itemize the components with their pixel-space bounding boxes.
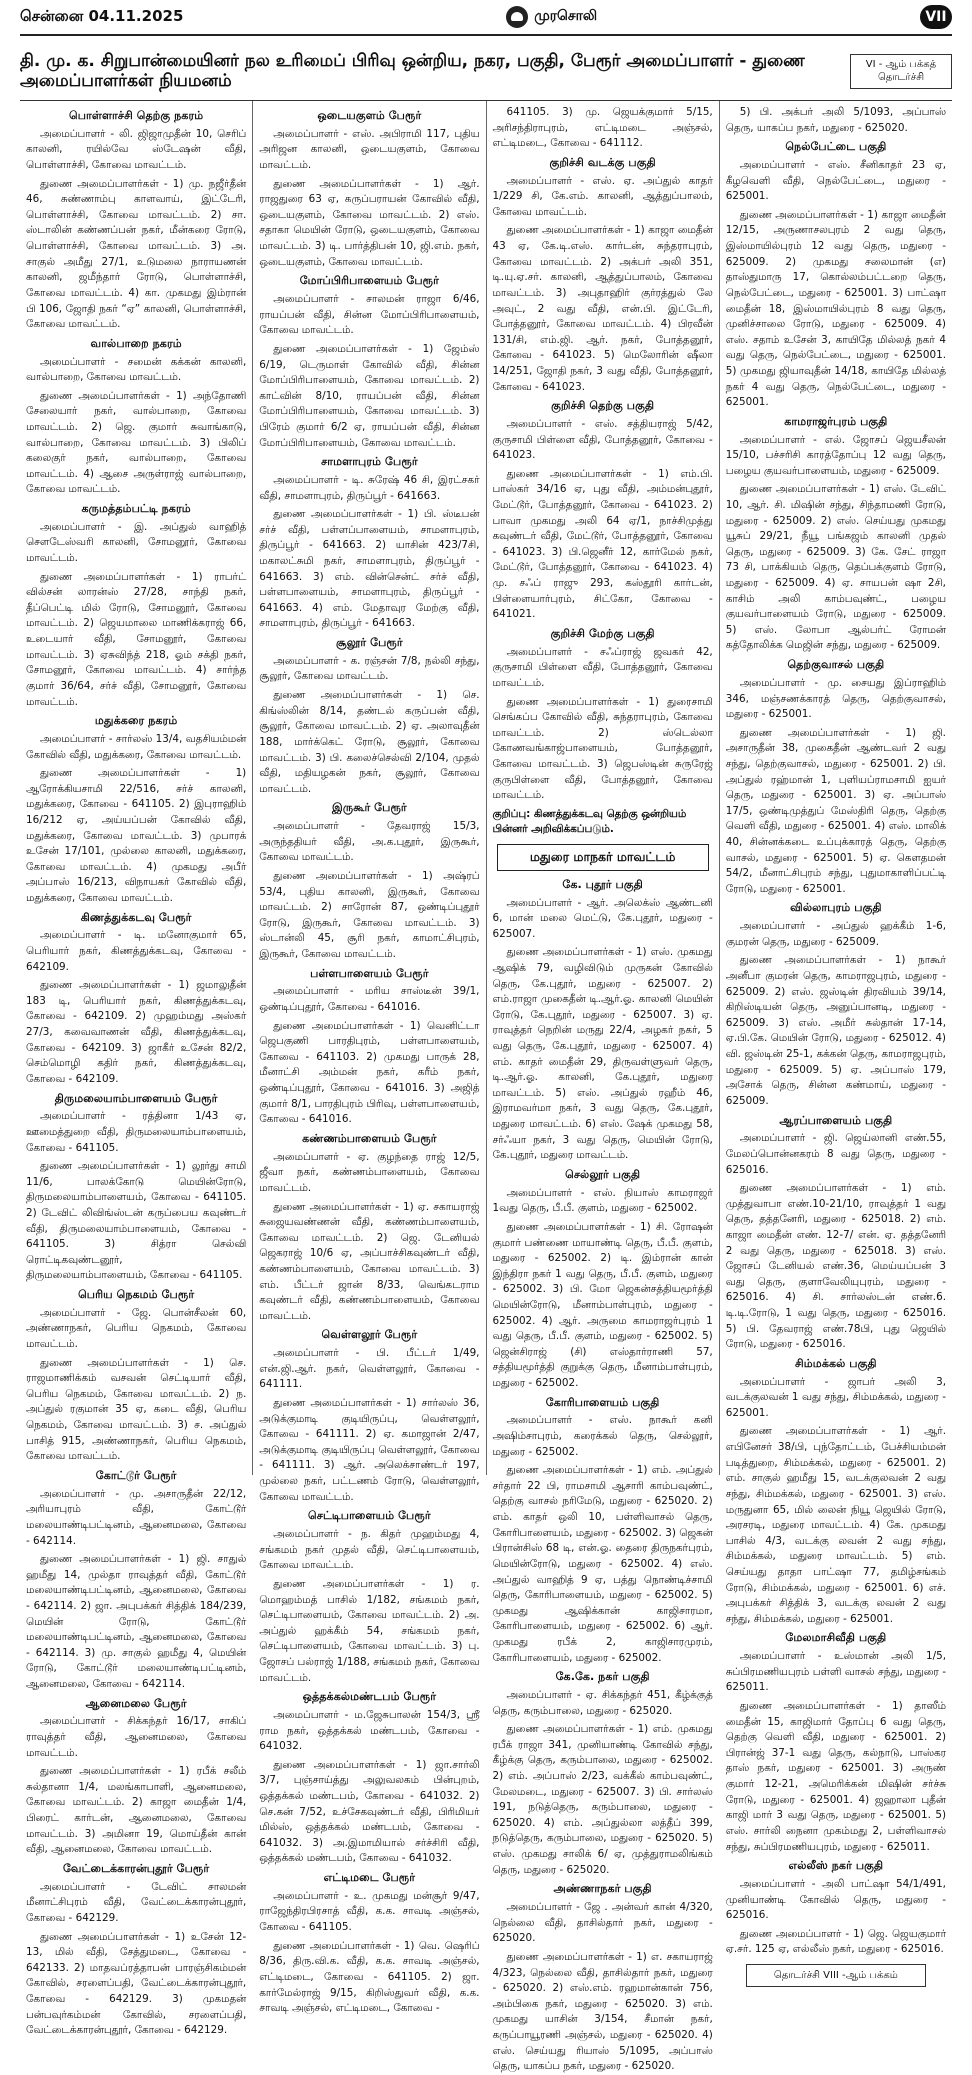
organiser-entry: அமைப்பாளர் - ந. கிதர் முஹம்மது 4, சங்கமம் நகர் முதல் வீதி, செட்டிபாளையம், கோவை மாவட்டம்.	[259, 1528, 480, 1572]
appointment-section	[259, 1327, 479, 1505]
appointment-section	[726, 1356, 946, 1628]
section-title: மதுக்கரை நகரம்	[94, 714, 178, 728]
page-number: VII	[920, 5, 952, 29]
section-title: செல்லூர் பகுதி	[565, 1167, 641, 1181]
deputy-organisers-entry: துணை அமைப்பாளர்கள் - 1) அஷ்ரப் 53/4, புதிய காலனி, இருகூர், கோவை மாவட்டம். 2) சாரோன் 87, ஒண்டிப்புதூர் ரோடு, இருகூர், கோவை மாவட்டம். 3) ஸ்டான்லி 45, சூரி நகர், காமாட்சிபுரம், இருகூர், கோவை மாவட்டம்.	[259, 869, 480, 961]
deputy-organisers-entry: துணை அமைப்பாளர்கள் - 1) ஜி. அசாருதீன் 38, முகைதீன் ஆண்டவர் 2 வது சந்து, தெற்குவாசல், மதுரை - 625001. 2) பி. அப்துல் ரஹ்மான் 1, புளியப்ராமசாமி ஐயர் தெரு, மதுரை - 625001. 3) ஏ. அப்பாஸ் 17/5, ஒண்டிமுத்துப் மேஸ்திரி தெரு, தெற்கு வெளி வீதி, மதுரை - 625001. 4) எஸ். மாலிக் 40, சின்னக்கடை உப்புக்காரத் தெரு, தெற்கு வாசல், மதுரை - 625001. 5) ஏ. கௌதமன் 54/2, மீனாட்சிபுரம் சந்து, புதுமாகாளிப்பட்டி ரோடு, மதுரை - 625001.	[725, 726, 946, 895]
deputy-organisers-entry: துணை அமைப்பாளர்கள் - 1) சி. ரோஷன் குமார் பண்ணை மாயாண்டி தெரு, பீ.பீ. குளம், மதுரை - 625002. 2) டி. இம்ரான் கான் இந்திரா நகர் 1 வது தெரு, பீ.பீ. குளம், மதுரை - 625002. 3) பி. மோ ஜெகன்சத்தியமூர்த்தி மெயின்ரோடு, மீனாம்பாள்புரம், மதுரை - 625002. 4) ஆர். அருமை காமராஜர்புரம் 1 வது தெரு, பீ.பீ. குளம், மதுரை - 625002. 5) ஜென்சிராஜ் (சி) எஸ்தார்ராணி 57, சத்தியமூர்த்தி குறுக்கு தெரு, மீனாம்பாள்புரம், மதுரை - 625002.	[492, 1220, 713, 1389]
appointment-section	[726, 657, 946, 897]
appointment-section	[493, 877, 713, 1164]
section-title: திருமலையாம்பாளையம் பேரூர்	[54, 1091, 218, 1105]
announcement-note: குறிப்பு: கிணத்துக்கடவு தெற்கு ஒன்றியம் பின்னர் அறிவிக்கப்படும்.	[492, 807, 687, 836]
appointment-section	[259, 454, 479, 632]
section-title: அண்ணாநகர் பகுதி	[553, 1882, 652, 1896]
section-title: மோப்பிரிபாளையம் பேரூர்	[299, 274, 440, 288]
organiser-entry: அமைப்பாளர் - க. ரஞ்சன் 7/8, நல்லி சந்து, சூலூர், கோவை மாவட்டம்.	[259, 654, 480, 683]
appointment-section	[259, 1870, 479, 2017]
appointment-section	[259, 800, 479, 962]
continued-to-box: தொடர்ச்சி VIII -ஆம் பக்கம்	[746, 1964, 926, 1987]
appointment-section	[26, 713, 246, 907]
appointment-section	[493, 1167, 713, 1392]
organiser-entry: அமைப்பாளர் - பி. பீட்டர் 1/49, என்.ஜி.ஆர். நகர், வெள்ளலூர், கோவை - 641111.	[259, 1347, 480, 1391]
organiser-entry: அமைப்பாளர் - டி. சுரேஷ் 46 சி, இரட்சகர் வீதி, சாமளாபுரம், திருப்பூர் - 641663.	[259, 473, 480, 502]
deputy-organisers-entry: துணை அமைப்பாளர்கள் - 1) எஸ். முகமது ஆஷிக் 79, வழிவிடும் முருகன் கோவில் தெரு, கே.புதூர், மதுரை - 625007. 2) எம்.ராஜா முகைதீன் டி.ஆர்.ஓ. காலனி மெயின் ரோடு, கே.புதூர், மதுரை - 625007. 3) ஏ. ராவுத்தர் நெறின் மருது 22/4, அழகர் நகர், 5 வது தெரு, கே.புதூர், மதுரை - 625007. 4) எம். காதர் மைதீன் 29, திருவள்ளுவர் தெரு, டி.ஆர்.ஓ. காலனி, கே.புதூர், மதுரை மாவட்டம். 5) எஸ். அப்துல் ரஹீம் 46, இராமவர்மா நகர், 3 வது தெரு, கே.புதூர், மதுரை மாவட்டம். 6) எஸ். ஷேக் முகமது 58, சர்ஃயா நகர், 3 வது தெரு, மெயின் ரோடு, கே.புதூர், மதுரை மாவட்டம்.	[492, 946, 713, 1162]
organiser-entry: அமைப்பாளர் - சிக்கந்தர் 16/17, சாகிப் ராவுத்தர் வீதி, ஆனைமலை, கோவை மாவட்டம்.	[26, 1715, 247, 1759]
paper-name-block	[506, 6, 597, 28]
section-title: இருகூர் பேரூர்	[331, 801, 407, 815]
section-title: நெல்பேட்டை பகுதி	[785, 140, 887, 154]
edition-date: சென்னை 04.11.2025	[20, 7, 184, 25]
section-title: குறிச்சி மேற்கு பகுதி	[550, 626, 655, 640]
column-1	[20, 101, 252, 2037]
organiser-entry: அமைப்பாளர் - சாலமன் ராஜா 6/46, ராயப்பன் வீதி, சின்ன மோப்பிரிபாளையம், கோவை மாவட்டம்.	[259, 293, 480, 337]
appointment-section	[259, 1689, 479, 1867]
deputy-organisers-entry: துணை அமைப்பாளர்கள் - 1) ர. மொஹம்மத் பாசில் 1/182, சங்கமம் நகர், செட்டிபாளையம், கோவை மாவட்டம். 2) அ. அப்துல் ஹக்கீம் 54, சங்கமம் நகர், செட்டிபாளையம், கோவை மாவட்டம். 3) பு. ஜோசப் பல்ராஜ் 1/188, சங்கமம் நகர், கோவை மாவட்டம்.	[259, 1577, 480, 1684]
organiser-entry: அமைப்பாளர் - ஏ. குழந்தை ராஜ் 12/5, ஜீவா நகர், கண்ணம்பாளையம், கோவை மாவட்டம்.	[259, 1150, 480, 1194]
appointment-section	[493, 398, 713, 623]
appointment-section	[726, 414, 946, 654]
deputy-organisers-entry: துணை அமைப்பாளர்கள் - 1) ஜா.சார்லி 3/7, புஞ்சாய்த்து அலுவலகம் பின்புறம், ஒத்தக்கல் மண்டபம், கோவை - 641032. 2) செ.கன் 7/52, உச்சேகவுண்டர் வீதி, பிரிமியர் மில்ஸ், ஒத்தக்கல் மண்டபம், கோவை - 641032. 3) அ.இமாமியால் சர்ச்சிரி வீதி, ஒத்தக்கல் மண்டபம், கோவை - 641032.	[259, 1758, 480, 1865]
appointment-section	[493, 1669, 713, 1878]
deputy-organisers-entry: துணை அமைப்பாளர்கள் - 1) தாஸீம் மைதீன் 15, காஜிமார் தோப்பு 6 வது தெரு, தெற்கு வெளி வீதி, மதுரை - 625001. 2) பிரான்ஜ் 37-1 வது தெரு, கல்நாடு, பாஸ்கர தாஸ் நகர், மதுரை - 625001. 3) அருண் குமார் 12-21, அமெரிக்கன் மிஷின் சர்ச்சு ரோடு, மதுரை - 625001. 4) ஜஹாலா புதீன் காஜி மார் 3 வது தெரு, மதுரை - 625001. 5) எஸ். சார்லி நைனா முகம்மது 2, பள்ளிவாசல் சந்து, சுப்பிரமணியபுரம், மதுரை - 625011.	[725, 1700, 946, 1853]
deputy-organisers-entry: துணை அமைப்பாளர்கள் - 1) வெனிட்டா ஜெபகுணி பாரதிபுரம், பள்ளபாளையம், கோவை - 641103. 2) முகமது பாருக் 28, மீனாட்சி அம்மன் நகர், கரீம் நகர், ஒண்டிப்புதூர், கோவை - 641016. 3) அஜித் குமார் 8/1, பாரதிபுரம் பிரிவு, பள்ளபாளையம், கோவை - 641016.	[259, 1019, 480, 1126]
appointment-section	[26, 1091, 246, 1285]
organiser-entry: அமைப்பாளர் - டி. மனோகுமார் 65, பெரியார் நகர், கிணத்துக்கடவு, கோவை - 642109.	[26, 929, 247, 973]
deputy-organisers-entry: துணை அமைப்பாளர்கள் - 1) ஜி. சாதுல் ஹமீது 14, முல்தா ராவுத்தர் வீதி, கோட்டூர் மலையாண்டிபட்டினம், ஆனைமலை, கோவை - 642114. 2) ஜா. அபுபக்கர் சித்திக் 184/239, மெயின் ரோடு, கோட்டூர் மலையாண்டிபட்டினம், ஆனைமலை, கோவை - 642114. 3) மு. சாகுல் ஹமீது 4, மெயின் ரோடு, கோட்டூர் மலையாண்டிபட்டினம், ஆனைமலை, கோவை - 642114.	[26, 1553, 247, 1690]
section-title: வெள்ளலூர் பேரூர்	[321, 1328, 418, 1342]
organiser-entry: அமைப்பாளர் - லி. ஜிஜாமுதீன் 10, செரிப் காலனி, ரயில்வே ஸ்டேஷன் வீதி, பொள்ளாச்சி, கோவை மாவட்டம்.	[26, 127, 247, 172]
section-title: எல்லீஸ் நகர் பகுதி	[788, 1859, 884, 1873]
paper-name: முரசொலி	[534, 8, 598, 24]
section-title: தெற்குவாசல் பகுதி	[787, 658, 885, 672]
deputy-organisers-entry: துணை அமைப்பாளர்கள் - 1) சார்லஸ் 36, அடுக்குமாடி குடியிருப்பு, வெள்ளலூர், கோவை - 641111. 2) ஏ. கமாஜான் 2/47, அடுக்குமாடி குடியிருப்பு வெள்ளலூர், கோவை - 641111. 3) ஆர். அலெக்சாண்டர் 197, முல்லை நகர், பட்டணம் ரோடு, வெள்ளலூர், கோவை மாவட்டம்.	[259, 1397, 480, 1503]
section-title: மேலமாசிவீதி பகுதி	[785, 1631, 887, 1645]
appointment-section	[26, 108, 246, 333]
organiser-entry: அமைப்பாளர் - சார்லஸ் 13/4, வதசியம்மன் கோவில் வீதி, மதுக்கரை, கோவை மாவட்டம்.	[26, 732, 247, 761]
deputy-organisers-entry: துணை அமைப்பாளர்கள் - 1) ஆரோக்கியசாமி 22/516, சர்ச் காலனி, மதுக்கரை, கோவை - 641105. 2) இபுராஹிம் 16/212 ஏ, அய்யப்பன் கோவில் வீதி, மதுக்கரை, கோவை மாவட்டம். 3) முபாரக் உசேன் 17/101, முல்லை காலனி, மதுக்கரை, கோவை மாவட்டம். 4) முகமது அபீர் அப்பாஸ் 16/213, விநாயகர் கோவில் வீதி, மதுக்கரை, கோவை மாவட்டம்.	[26, 767, 247, 904]
section-title: கே. புதூர் பகுதி	[562, 877, 643, 891]
organiser-entry: அமைப்பாளர் - எஸ். ஏ. அப்துல் காதர் 1/229 சி, கே.எம். காலனி, ஆத்துப்பாலம், கோவை மாவட்டம்.	[492, 174, 713, 218]
deputy-organisers-entry: துணை அமைப்பாளர்கள் - 1) ஏ. சகாயராஜ் சுஜையவண்ணன் வீதி, கண்ணம்பாளையம், கோவை மாவட்டம். 2) ஜெ. டேனியல் ஜெகராஜ் 10/6 ஏ, அப்பாச்சிகவுண்டர் வீதி, கண்ணம்பாளையம், கோவை மாவட்டம். 3) எம். பீட்டர் ஜான் 8/33, வெங்கடராம கவுண்டர் வீதி, கண்ணம்பாளையம், கோவை மாவட்டம்.	[259, 1200, 480, 1322]
organiser-entry: அமைப்பாளர் - ஜே. பொன்சீலன் 60, அண்ணாநகர், பெரிய நெகமம், கோவை மாவட்டம்.	[26, 1306, 247, 1351]
section-title: காமராஜர்புரம் பகுதி	[784, 414, 888, 428]
organiser-entry: அமைப்பாளர் - இ. அப்துல் வாஹித் சௌடேஸ்வரி காலனி, சோமனூர், கோவை மாவட்டம்.	[26, 520, 247, 565]
appointment-section	[259, 108, 479, 270]
organiser-entry: அமைப்பாளர் - மு. அசாருதீன் 22/12, அரியாபுரம் வீதி, கோட்டூர் மலையாண்டிபட்டினம், ஆனைமலை, கோவை - 642114.	[26, 1487, 247, 1547]
appointment-section	[726, 139, 946, 411]
appointment-section	[493, 626, 713, 804]
appointment-section	[726, 105, 946, 136]
section-title: கே.கே. நகர் பகுதி	[555, 1670, 650, 1684]
section-title: வில்லாபுரம் பகுதி	[790, 901, 882, 915]
organiser-entry: அமைப்பாளர் - டேவிட் சாலமன் மீனாட்சிபுரம் வீதி, வேட்டைக்காரன்புதூர், கோவை - 642129.	[26, 1880, 247, 1924]
organiser-entry: அமைப்பாளர் - மரிய சாஸ்டீன் 39/1, ஒண்டிப்புதூர், கோவை - 641016.	[259, 985, 480, 1014]
deputy-organisers-entry: துணை அமைப்பாளர்கள் - 1) ஆர். எபினேசர் 38/பி, புந்தோட்டம், பேச்சியம்மன் படித்துறை, சிம்மக்கல், மதுரை - 625001. 2) எம். சாகுல் ஹமீது 15, வடக்குலவன் 2 வது சந்து, சிம்மக்கல், மதுரை - 625001. 3) எஸ். மருதுனா 65, மில் லைன் நியூ ஜெயில் ரோடு, அரசரடி, மதுரை மாவட்டம். 4) கே. முகமது பாசில் 4/3, வடக்கு லவன் 2 வது சந்து, சிம்மக்கல், மதுரை மாவட்டம். 5) எம். செய்யது தாதா பாட்ஷா 77, தமிழ்சங்கம் ரோடு, சிம்மக்கல், மதுரை - 625001. 6) எச். அபுபக்கர் சித்திக் 3, வடக்கு லவன் 2 வது சந்து, சிம்மக்கல், மதுரை - 625001.	[725, 1425, 946, 1625]
organiser-entry: அமைப்பாளர் - சமைன் கக்கன் காலனி, வால்பாறை, கோவை மாவட்டம்.	[26, 355, 247, 384]
deputy-organisers-entry: துணை அமைப்பாளர்கள் - 1) அந்தோணி சேலையார் நகர், வால்பாறை, கோவை மாவட்டம். 2) ஜெ. குமார் சுவாங்காடு, வால்பாறை, கோவை மாவட்டம். 3) பிலிப் கலைகுர் நகர், வால்பாறை, கோவை மாவட்டம். 4) ஆசை அருள்ராஜ் வால்பாறை, கோவை மாவட்டம்.	[26, 389, 247, 496]
section-title: வேட்டைக்காரன்புதூர் பேரூர்	[62, 1861, 210, 1875]
section-title: கோரிபாளையம் பகுதி	[545, 1395, 660, 1409]
section-title: பொள்ளாச்சி தெற்கு நகரம்	[68, 109, 204, 122]
deputy-organisers-entry: துணை அமைப்பாளர்கள் - 1) எ. சகாயராஜ் 4/323, நெல்லை வீதி, தாசில்தார் நகர், மதுரை - 625020. 2) எஸ்.எம். ரஹமான்கான் 756, அம்பிகை நகர், மதுரை - 625020. 3) எம். முகமது யாசின் 3/154, சீமான் நகர், கருப்பாயூரணி அஞ்சல், மதுரை - 625020. 4) எஸ். செய்யது ரியாஸ் 5/1095, அப்பாஸ் தெரு, யாகப்ப நகர், மதுரை - 625020.	[492, 1950, 713, 2073]
appointment-section	[26, 1696, 246, 1858]
deputy-organisers-entry: துணை அமைப்பாளர்கள் - 1) பி. ஸ்டீபன் சர்ச் வீதி, பள்ளப்பாளையம், சாமளாபுரம், திருப்பூர் - 641663. 2) யாசின் 423/7சி, மகாலட்சுமி நகர், சாமளாபுரம், திருப்பூர் - 641663. 3) எம். வின்சென்ட் சர்ச் வீதி, பள்ளபாளையம், சாமளாபுரம், திருப்பூர் - 641663. 4) எம். மேதாவுர மேற்கு வீதி, சாமளாபுரம், திருப்பூர் - 641663.	[259, 508, 480, 630]
deputy-organisers-entry: துணை அமைப்பாளர்கள் - 1) நாகூர் அனீபா குமரன் தெரு, காமராஜபுரம், மதுரை - 625009. 2) எஸ். ஜஸ்டின் திரவியம் 39/14, கிறிஸ்டியன் தெரு, அனுப்பானடி, மதுரை - 625009. 3) எஸ். அமீர் சுல்தான் 17-14, ஏ.பி.கே. மெயின் ரோடு, மதுரை - 625012. 4) வி. ஜஸ்டின் 25-1, கக்கன் தெரு, காமராஜபுரம், மதுரை - 625009. 5) ஏ. அப்பாஸ் 179, அசோக் தெரு, சின்ன கண்மாய், மதுரை - 625009.	[725, 954, 946, 1107]
appointment-section	[26, 336, 246, 498]
section-title: ஒத்தக்கல்மண்டபம் பேரூர்	[302, 1690, 437, 1704]
appointment-section	[726, 1858, 946, 1958]
organiser-entry: அமைப்பாளர் - ரத்தினா 1/43 ஏ, ஊமைத்துறை வீதி, திருமலையாம்பாளையம், கோவை - 641105.	[26, 1110, 247, 1154]
deputy-organisers-entry: துணை அமைப்பாளர்கள் - 1) எம்.பி. பாஸ்கர் 34/16 ஏ, புது வீதி, அம்மன்புதூர், மேட்டூர், போத்தனூர், கோவை - 641023. 2) பாவா முகமது அலி 64 ஏ/1, நாச்சிமுத்து கவுண்டர் வீதி, மேட்டூர், போத்தனூர், கோவை - 641023. 3) பி.ஜெனீர் 12, கார்மேல் நகர், மேட்டூர், போத்தனூர், கோவை - 641023. 4) மு. சஃப் ராஜு 293, கஸ்தூரி கார்டன், பிள்ளையார்புரம், சிட்கோ, கோவை - 641021.	[492, 467, 713, 621]
deputy-organisers-entry: துணை அமைப்பாளர்கள் - 1) எம். முகமது ரபீக் ராஜா 341, முனியாண்டி கோவில் சந்து, கீழ்க்கு தெரு, கரும்பாலை, மதுரை - 625002. 2) எம். அப்பாஸ் 2/23, வக்கீல் காம்பவுண்ட், மேலமடை, மதுரை - 625007. 3) பி. சார்லஸ் 191, நடுத்தெரு, கரும்பாலை, மதுரை - 625020. 4) எம். அப்துல்லா லத்தீப் 399, நடுத்தெரு, கரும்பாலை, மதுரை - 625020. 5) எஸ். முகமது சாலிக் 6/ ஏ, முத்துராமலிங்கம் தெரு, மதுரை - 625020.	[492, 1723, 713, 1876]
continued-from-box: VI - ஆம் பக்கத் தொடர்ச்சி	[850, 54, 952, 89]
section-title: குறிச்சி தெற்கு பகுதி	[551, 399, 655, 413]
deputy-organisers-entry: துணை அமைப்பாளர்கள் - 1) வெ. ஷெரிப் 8/36, திரு.வி.க. வீதி, க.க. சாவடி அஞ்சல், எட்டிமடை, கோவை - 641105. 2) ஜா. கார்மேல்ராஜ் 9/15, கிறிஸ்துவர் வீதி, க.க. சாவடி அஞ்சல், எட்டிமடை, கோவை -	[259, 1939, 480, 2015]
column-2	[252, 101, 485, 2015]
appointment-section	[493, 1881, 713, 2075]
section-title: சாமளாபுரம் பேரூர்	[321, 455, 418, 469]
section-title: பள்ளபாளையம் பேரூர்	[310, 966, 429, 980]
deputy-organisers-entry: துணை அமைப்பாளர்கள் - 1) மு. நஜீர்தீன் 46, சுண்ணாம்பு காளவாய், இட்டேரி, பொள்ளாச்சி, கோவை மாவட்டம். 2) சா. ஸ்டாலின் கண்ணப்பன் நகர், மீன்கரை ரோடு, பொள்ளாச்சி, கோவை மாவட்டம். 3) அ. சாகுல் அமீது 27/1, உடுமலை நாராயணன் காலனி, ஜமீந்தார் ரோடு, பொள்ளாச்சி, கோவை மாவட்டம். 4) கா. முகமது இம்ரான் பி 106, ஜோதி நகர் “ஏ” காலனி, பொள்ளாச்சி, கோவை மாவட்டம்.	[26, 177, 247, 331]
headline: தி. மு. க. சிறுபான்மையினர் நல உரிமைப் பிரிவு ஒன்றிய, நகர, பகுதி, பேரூர் அமைப்பாளர் - துணை அமைப்பாளர்கள் நியமனம்	[20, 50, 805, 91]
appointment-section	[26, 910, 246, 1088]
organiser-entry: அமைப்பாளர் - எஸ். சத்தியராஜ் 5/42, குருசாமி பிள்ளை வீதி, போத்தனூர், கோவை - 641023.	[492, 417, 713, 462]
organiser-entry: அமைப்பாளர் - ஆர். அலெக்ஸ் ஆண்டனி 6, மான் மலை மெட்டு, கே.புதூர், மதுரை - 625007.	[492, 896, 713, 940]
organiser-entry: அமைப்பாளர் - சஃப்ராஜ் ஜவகர் 42, குருசாமி பிள்ளை வீதி, போத்தனூர், கோவை மாவட்டம்.	[492, 645, 713, 689]
deputy-organisers-entry: துணை அமைப்பாளர்கள் - 1) உசேன் 12-13, மில் வீதி, சேத்துமடை, கோவை - 642133. 2) மாதவப்ரத்தாபன் பாரஞ்சிகம்மன் கோவில், சரளைப்பதி, வேட்டைக்காரன்புதூர், கோவை - 642129. 3) முகமதன் பன்பவுர்கம்மன் கோவில், சரளைப்பதி, வேட்டைக்காரன்புதூர், கோவை - 642129.	[26, 1930, 247, 2037]
organiser-entry: அமைப்பாளர் - தேவராஜ் 15/3, அருந்ததியர் வீதி, அ.க.புதூர், இருகூர், கோவை மாவட்டம்.	[259, 820, 480, 864]
deputy-organisers-entry: துணை அமைப்பாளர்கள் - 1) துரைசாமி செங்கப்ப கோவில் வீதி, சுந்தராபுரம், கோவை மாவட்டம். 2) ஸ்டெல்லா கோணவங்காஜ்பாளையம், போத்தனூர், கோவை மாவட்டம். 3) ஜெபஸ்டின் சுருரேஜ் குருபிள்ளை வீதி, போத்தனூர், கோவை மாவட்டம்.	[492, 695, 713, 802]
organiser-entry: அமைப்பாளர் - அப்துல் ஹக்கீம் 1-6, குமரன் தெரு, மதுரை - 625009.	[725, 920, 946, 948]
section-title: வால்பாறை நகரம்	[90, 336, 182, 350]
section-title: கிணத்துக்கடவு பேரூர்	[80, 910, 192, 924]
section-title: சூலூர் பேரூர்	[336, 636, 403, 650]
appointment-section	[726, 900, 946, 1109]
appointment-section	[26, 1287, 246, 1465]
section-title: ஒடையகுளம் பேரூர்	[317, 109, 422, 122]
deputy-organisers-entry: துணை அமைப்பாளர்கள் - 1) காஜா மைதீன் 12/15, அருணாசலபுரம் 2 வது தெரு, இஸ்மாயில்புரம் 12 வது தெரு, மதுரை - 625009. 2) முகமது சலைமான் (எ) தாஸ்துமாரு 17, கொல்லம்பட்டறை தெரு, நெல்பேட்டை, மதுரை - 625001. 3) பாட்ஷா மைதீன் 18, இஸ்மாயில்புரம் 8 வது தெரு, முனிச்சாலை ரோடு, மதுரை - 625009. 4) எஸ். சதாம் உசேன் 3, காயிதே மில்லத் நகர் 4 வது தெரு, நெல்பேட்டை, மதுரை - 625001. 5) முகமது ஜியாவுதீன் 14/18, காயிதே மில்லத் நகர் 4 வது தெரு, நெல்பேட்டை, மதுரை - 625001.	[725, 208, 946, 409]
section-title: ஆனைமலை பேரூர்	[85, 1696, 187, 1710]
appointment-section	[26, 501, 246, 710]
section-title: ஆரப்பாளையம் பகுதி	[779, 1113, 893, 1127]
section-title: குறிச்சி வடக்கு பகுதி	[549, 155, 656, 169]
deputy-organisers-entry: 5) பி. அக்பர் அலி 5/1093, அப்பாஸ் தெரு, யாகப்ப நகர், மதுரை - 625020.	[725, 106, 946, 134]
organiser-entry: அமைப்பாளர் - உஸ்மான் அலி 1/5, சுப்பிரமணியபுரம் பள்ளி வாசல் சந்து, மதுரை - 625011.	[725, 1650, 946, 1694]
appointment-section	[259, 966, 479, 1128]
deputy-organisers-entry: துணை அமைப்பாளர்கள் - 1) எம். முத்துவாபா எண்.10-21/10, ராவுத்தர் 1 வது தெரு, தத்தனேரி, மதுரை - 625018. 2) எம். காஜா மைதீன் எண். 12-7/ என். ஏ. தத்தனேரி 2 வது தெரு, மதுரை - 625018. 3) எஸ். ஜோசப் டேனியல் எண்.36, மெய்யப்பன் 3 வது தெரு, குளாவேலியுபுரம், மதுரை - 625016. 4) சி. சார்லஸ்டன் எண்.6. டி.டி.ரோடு, 1 வது தெரு, மதுரை - 625016. 5) பி. தேவராஜ் எண்.78பி, புது ஜெயில் ரோடு, மதுரை - 625016.	[725, 1182, 946, 1351]
appointment-section	[493, 105, 713, 152]
section-title: எட்டிமடை பேரூர்	[323, 1871, 416, 1885]
appointment-section	[259, 635, 479, 797]
organiser-entry: அமைப்பாளர் - எஸ். நியாஸ் காமராஜர் 1வது தெரு, பீ.பீ. குளம், மதுரை - 625002.	[492, 1186, 713, 1215]
organiser-entry: அமைப்பாளர் - ஜி. ஜெய்லானி எண்.55, மேலப்பொன்னகரம் 8 வது தெரு, மதுரை - 625016.	[725, 1132, 946, 1176]
district-heading: மதுரை மாநகர் மாவட்டம்	[497, 844, 709, 871]
organiser-entry: அமைப்பாளர் - ம.ஜேசுபாலன் 154/3, ஸ்ரீ ராம நகர், ஒத்தக்கல் மண்டபம், கோவை - 641032.	[259, 1708, 480, 1753]
masthead	[20, 0, 952, 36]
organiser-entry: அமைப்பாளர் - ஏ. சிக்கந்தர் 451, கீழ்க்குத் தெரு, கரும்பாலை, மதுரை - 625020.	[492, 1688, 713, 1717]
deputy-organisers-entry: துணை அமைப்பாளர் - 1) ஜெ. ஜெயகுமார் ஏ.சர். 125 ஏ, எல்லீஸ் நகர், மதுரை - 625016.	[725, 1927, 946, 1956]
deputy-organisers-entry: துணை அமைப்பாளர்கள் - 1) காஜா மைதீன் 43 ஏ, கே.டி.எஸ். கார்டன், சுந்தராபுரம், கோவை மாவட்டம். 2) அக்பர் அலி 351, டி.யு.ஏ.சர். காலனி, ஆத்துப்பாலம், கோவை மாவட்டம். 3) அபுதாஹிர் குர்ரத்துல் லே அவுட், 2 வது வீதி, என்.பி. இட்டேரி, போத்தனூர், கோவை மாவட்டம். 4) பிரவீன் 131/சி, எம்.ஜி. ஆர். நகர், போத்தனூர், கோவை - 641023. 5) மெலோரின் ஷீலா 14/251, ஜோதி நகர், 3 வது வீதி, போத்தனூர், கோவை - 641023.	[492, 224, 713, 393]
organiser-entry: அமைப்பாளர் - எஸ். சீனிகாதர் 23 ஏ, கீழவெளி வீதி, நெல்பேட்டை, மதுரை - 625001.	[725, 159, 946, 203]
deputy-organisers-entry: துணை அமைப்பாளர்கள் - 1) ஆர். ராஜதுரை 63 ஏ, கருப்பராயன் கோவில் வீதி, ஒடையகுளம், கோவை மாவட்டம். 2) எஸ். சதாகா மெயின் ரோடு, ஒடையகுளம், கோவை மாவட்டம். 3) டி. பார்த்திபன் 10, ஜி.எம். நகர், ஒடையகுளம், கோவை மாவட்டம்.	[259, 177, 480, 268]
deputy-organisers-entry: 641105. 3) மு. ஜெயக்குமார் 5/15, அரிசந்திராபுரம், எட்டிமடை அஞ்சல், எட்டிமடை, கோவை - 641112.	[492, 106, 713, 150]
deputy-organisers-entry: துணை அமைப்பாளர்கள் - 1) ரபீக் சலீம் சுல்தானா 1/4, மலங்காபாளி, ஆனைமலை, கோவை மாவட்டம். 2) காஜா மைதீன் 1/4, பிரைட் கார்டன், ஆனைமலை, கோவை மாவட்டம். 3) அமினா 19, மொய்தீன் கான் வீதி, ஆனைமலை, கோவை மாவட்டம்.	[26, 1765, 247, 1856]
deputy-organisers-entry: துணை அமைப்பாளர்கள் - 1) செ. ராஜமாணிக்கம் வசவன் செட்டியார் வீதி, பெரிய நெகமம், கோவை மாவட்டம். 2) ந. அப்துல் ரகுமான் 35 ஏ, கடை வீதி, பெரிய நெகமம், கோவை மாவட்டம். 3) ச. அப்துல் பாசித் 915, அண்ணாநகர், பெரிய நெகமம், கோவை மாவட்டம்.	[26, 1356, 247, 1463]
section-title: கோட்டூர் பேரூர்	[95, 1468, 177, 1482]
headline-row	[20, 42, 952, 100]
appointment-section	[26, 1861, 246, 2039]
organiser-entry: அமைப்பாளர் - மு. சையது இப்ராஹிம் 346, மஞ்சணக்காரத் தெரு, தெற்குவாசல், மதுரை - 625001.	[725, 676, 946, 721]
appointment-section	[726, 1113, 946, 1353]
section-title: கருமத்தம்பட்டி நகரம்	[81, 502, 191, 515]
appointment-section	[259, 1508, 479, 1686]
appointment-section	[259, 1131, 479, 1325]
deputy-organisers-entry: துணை அமைப்பாளர்கள் - 1) ஜேம்ஸ் 6/19, டெருமாள் கோவில் வீதி, சின்ன மோப்பிரிபாளையம், கோவை மாவட்டம். 2) காட்வின் 8/10, ராயப்பன் வீதி, சின்ன மோப்பிரிபாளையம், கோவை மாவட்டம். 3) பிரேம் குமார் 6/2 ஏ, ராயப்பன் வீதி, சின்ன மோப்பிரிபாளையம், கோவை மாவட்டம்.	[259, 342, 480, 449]
column-4	[719, 101, 952, 1981]
deputy-organisers-entry: துணை அமைப்பாளர்கள் - 1) செ. கிங்ஸ்லின் 8/14, தண்டல் கருப்பன் வீதி, சூலூர், கோவை மாவட்டம். 2) ஏ. அலாவுதீன் 188, மார்க்கெட் ரோடு, சூலூர், கோவை மாவட்டம். 3) பி. கலைச்செல்வி 2/104, முதல் வீதி, மதியழகன் நகர், சூலூர், கோவை மாவட்டம்.	[259, 689, 480, 795]
organiser-entry: அமைப்பாளர் - எஸ். நாகூர் கனி அஷிம்சாபுரம், கரைக்கல் தெரு, செல்லூர், மதுரை - 625002.	[492, 1414, 713, 1458]
appointment-section	[493, 155, 713, 395]
deputy-organisers-entry: துணை அமைப்பாளர்கள் - 1) எஸ். டேவிட் 10, ஆர். சி. மிஷின் சந்து, சிந்தாமணி ரோடு, மதுரை - 625009. 2) எஸ். செய்யது முகமது யூசுப் 29/21, நீயூ பங்கஜம் காலனி முதல் தெரு, மதுரை - 625009. 3) கே. சேட் ராஜா 73 சி, பாக்கியம் தெரு, தெப்பக்குளம் ரோடு, மதுரை - 625009. 4) ஏ. சாயபன் ஷா 2சி, காசிம் அலி காம்பவுண்ட், பழைய குயவர்பாளையம் ரோடு, மதுரை - 625009. 5) எஸ். லோபா ஆல்பர்ட் ரோமன் கத்தோலிக்க மெஜின் சந்து, மதுரை - 625009.	[725, 483, 946, 652]
deputy-organisers-entry: துணை அமைப்பாளர்கள் - 1) ஜமாலுதீன் 183 டி, பெரியார் நகர், கிணத்துக்கடவு, கோவை - 642109. 2) முஹம்மது அஸ்கர் 27/3, கவைவாணன் வீதி, கிணத்துக்கடவு, கோவை - 642109. 3) ஜாகீர் உசேன் 82/2, செம்மொழி கதிர் நகர், கிணத்துக்கடவு, கோவை - 642109.	[26, 979, 247, 1085]
organiser-entry: அமைப்பாளர் - எல். ஜோசப் ஜெயசீலன் 15/10, பச்சரிசி காரத்தோப்பு 12 வது தெரு, பழைய குயவர்பாளையம், மதுரை - 625009.	[725, 433, 946, 477]
deputy-organisers-entry: துணை அமைப்பாளர்கள் - 1) எம். அப்துல் சர்தார் 22 பி, ராமசாமி ஆசாரி காம்பவுண்ட், தெற்கு வாசல் நரிமேடு, மதுரை - 625020. 2) எம். காதர் ஒலி 10, பள்ளிவாசல் தெரு, கோரிபாளையம், மதுரை - 625002. 3) ஜெகன் பிரான்சிஸ் 68 டி, என்.ஓ. தைரை திருநகர்புரம், மெயின்ரோடு, மதுரை - 625002. 4) எஸ். அப்துல் வாஹித் 9 ஏ, பத்து நொண்டிச்சாமி தெரு, கோரிபாளையம், மதுரை - 625002. 5) முகமது ஆஷிக்கான் காஜிசாரமா, கோரிபாளையம், மதுரை - 625002. 6) ஆர். முகமது ரபீக் 2, காஜிசாரமுரம், கோரிபாளையம், மதுரை - 625002.	[492, 1464, 713, 1664]
appointment-section	[493, 1395, 713, 1667]
organiser-entry: அமைப்பாளர் - ஜே . அன்வர் கான் 4/320, நெல்லை வீதி, தாசில்தார் நகர், மதுரை - 625020.	[492, 1901, 713, 1945]
section-title: சிம்மக்கல் பகுதி	[795, 1356, 877, 1370]
deputy-organisers-entry: துணை அமைப்பாளர்கள் - 1) லூர்து சாமி 11/6, பாலக்கோடு மெயின்ரோடு, திருமலையாம்பாளையம், கோவை - 641105. 2) டேவிட் லிவிங்ஸ்டன் கருப்பைய கவுண்டர் வீதி, திருமலையாம்பாளையம், கோவை - 641105. 3) சித்ரா செல்வி ரொட்டிகவுண்டனூர், திருமலையாம்பாளையம், கோவை - 641105.	[26, 1160, 247, 1282]
organiser-entry: அமைப்பாளர் - அலி பாட்ஷா 54/1/491, முனியாண்டி கோவில் தெரு, மதுரை - 625016.	[725, 1877, 946, 1922]
section-title: செட்டிபாளையம் பேரூர்	[308, 1509, 431, 1523]
appointment-section	[726, 1630, 946, 1855]
deputy-organisers-entry: துணை அமைப்பாளர்கள் - 1) ராபர்ட் வில்சன் லாரன்ஸ் 27/28, சாந்தி நகர், தீப்பெட்டி மில் ரோடு, சோமனூர், கோவை மாவட்டம். 2) ஜெயமாலை மாணிக்கராஜ் 66, உடையார் வீதி, சோமனூர், கோவை மாவட்டம். 3) ஏசுவிந்த் 218, ஓம் சக்தி நகர், சோமனூர், கோவை மாவட்டம். 4) சார்ந்த குமார் 36/64, சர்ச் வீதி, சோமனூர், கோவை மாவட்டம்.	[26, 570, 247, 708]
organiser-entry: அமைப்பாளர் - உ. முகமது மன்சூர் 9/47, ராஜேந்திரபிரசாத் வீதி, க.க. சாவடி அஞ்சல், கோவை - 641105.	[259, 1889, 480, 1934]
organiser-entry: அமைப்பாளர் - ஜாபர் அலி 3, வடக்குலவன் 1 வது சந்து, சிம்மக்கல், மதுரை - 625001.	[725, 1375, 946, 1419]
column-3	[486, 101, 719, 2073]
section-title: கண்ணம்பாளையம் பேரூர்	[302, 1131, 437, 1145]
section-title: பெரிய நெகமம் பேரூர்	[78, 1288, 195, 1301]
appointment-section	[26, 1468, 246, 1693]
rising-sun-logo-icon	[506, 6, 528, 28]
article-columns	[20, 101, 952, 2073]
appointment-section	[259, 273, 479, 451]
organiser-entry: அமைப்பாளர் - எஸ். அபிராமி 117, புதிய அரிஜன காலனி, ஒடையகுளம், கோவை மாவட்டம்.	[259, 127, 480, 172]
